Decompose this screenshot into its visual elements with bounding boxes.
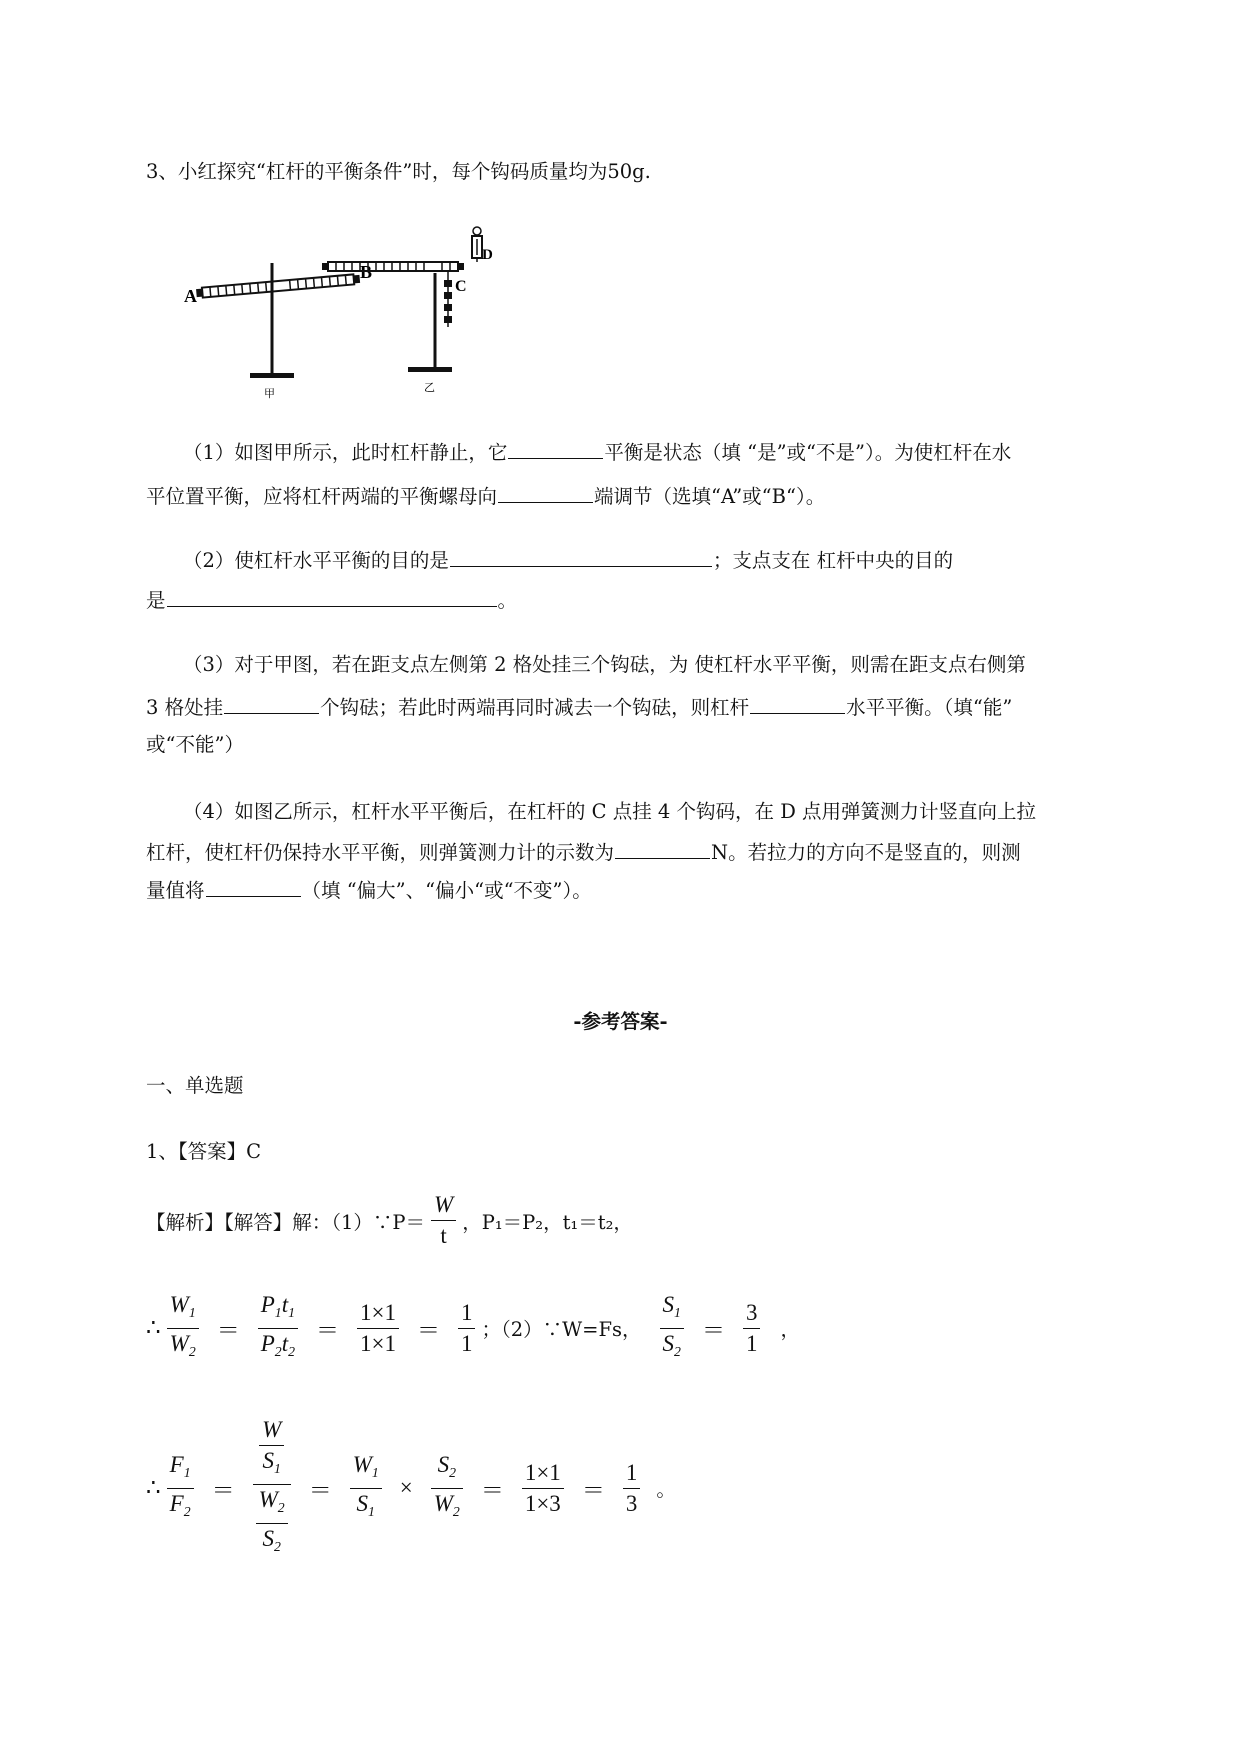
lever-yi — [322, 227, 493, 394]
fraction-1x1-1x1: $\frac{1\times 1}{1\times 1}$ — [357, 1298, 399, 1359]
answer-item-1: 1、【答案】C — [146, 1140, 262, 1163]
part3-line3: 或“不能”） — [146, 733, 244, 756]
answer-blank-1[interactable] — [508, 440, 603, 459]
label-yi: 乙 — [424, 381, 435, 394]
fraction-w1-s1: $\frac{W_1}{S_1}$ — [350, 1450, 382, 1527]
answer-blank-4[interactable] — [167, 588, 497, 607]
fraction-1x1-1x3: $\frac{1\times 1}{1\times 3}$ — [522, 1458, 564, 1519]
fraction-w1-w2: $\frac{W_1}{W_2}$ — [167, 1290, 199, 1367]
fraction-w-over-t: $\frac{W}{t}$ — [431, 1190, 456, 1251]
fraction-f1-f2: $\frac{F_1}{F_2}$ — [167, 1450, 194, 1527]
part4-line2: 杠杆，使杠杆仍保持水平平衡，则弹簧测力计的示数为 N。若拉力的方向不是竖直的，则测 — [146, 841, 1021, 864]
fraction-s2-w2: $\frac{S_2}{W_2}$ — [431, 1450, 463, 1527]
answer-blank-5[interactable] — [224, 695, 319, 714]
label-b: B — [360, 262, 373, 282]
part4-line1: （4）如图乙所示，杠杆水平平衡后，在杠杆的 C 点挂 4 个钩码，在 D 点用弹簧测力计竖直向上拉 — [183, 800, 1037, 823]
part2-line2: 是 。 — [146, 589, 518, 612]
part2-line1: （2）使杠杆水平平衡的目的是 ；支点支在 杠杆中央的目的 — [183, 549, 954, 572]
part1-line1: （1）如图甲所示，此时杠杆静止，它 平衡是状态（填 “是”或“不是”）。为使杠杆在水 — [183, 441, 1012, 464]
part3-line1: （3）对于甲图，若在距支点左侧第 2 格处挂三个钩砝，为 使杠杆水平平衡，则需在距支点右侧第 — [183, 653, 1026, 676]
fraction-1-3: $\frac{1}{3}$ — [623, 1458, 641, 1519]
compound-fraction: $\frac{\frac{W}{S_1}}{\frac{W_2}{S_2}}$ — [253, 1415, 291, 1561]
fraction-s1-s2: $\frac{S_1}{S_2}$ — [660, 1290, 684, 1367]
part1-line2: 平位置平衡，应将杠杆两端的平衡螺母向 端调节（选填“A”或“B“）。 — [146, 485, 826, 508]
lever-jia — [184, 262, 372, 400]
part3-line2: 3 格处挂 个钩砝；若此时两端再同时减去一个钩砝，则杠杆 水平平衡。（填“能” — [146, 696, 1013, 719]
fraction-p1t1-p2t2: $\frac{P_1t_1}{P_2t_2}$ — [258, 1290, 298, 1367]
fraction-1-1: $\frac{1}{1}$ — [458, 1298, 476, 1359]
answer-heading: -参考答案- — [573, 1010, 668, 1033]
answer-blank-6[interactable] — [750, 695, 845, 714]
section-title: 一、单选题 — [146, 1074, 244, 1097]
equation-row-2: ∴ $\frac{F_1}{F_2}$ ＝ $\frac{\frac{W}{S_1}}{\frac{W_2}{S_2}}$ ＝ $\frac{W_1}{S_1}$ × $\frac{S_2}{W_2}$ ＝ $\frac{1\times 1}{1\times 3}$ ＝ $\frac{1}{3}$ 。 — [146, 1415, 676, 1561]
equation-row-1: ∴ $\frac{W_1}{W_2}$ ＝ $\frac{P_1t_1}{P_2t_2}$ ＝ $\frac{1\times 1}{1\times 1}$ ＝ $\frac{1}{1}$ ；（2）∵W=Fs， $\frac{S_1}{S_2}$ ＝ $\frac{3}{1}$ ， — [146, 1290, 800, 1367]
lever-figure — [180, 225, 530, 405]
fraction-3-1: $\frac{3}{1}$ — [743, 1298, 761, 1359]
answer-blank-3[interactable] — [450, 548, 712, 567]
label-c: C — [455, 278, 467, 295]
answer-blank-7[interactable] — [615, 840, 710, 859]
answer-blank-2[interactable] — [498, 484, 593, 503]
label-d: D — [482, 247, 493, 263]
label-a: A — [184, 286, 197, 306]
answer-blank-8[interactable] — [206, 878, 301, 897]
analysis-line: 【解析】【解答】解：（1）∵P＝ $\frac{W}{t}$ ，P₁＝P₂，t₁＝t₂， — [146, 1190, 633, 1251]
part4-line3: 量值将 （填 “偏大”、“偏小“或“不变”）。 — [146, 879, 592, 902]
question-intro: 3、小红探究“杠杆的平衡条件”时，每个钩码质量均为50g. — [146, 160, 651, 183]
label-jia: 甲 — [264, 387, 275, 400]
